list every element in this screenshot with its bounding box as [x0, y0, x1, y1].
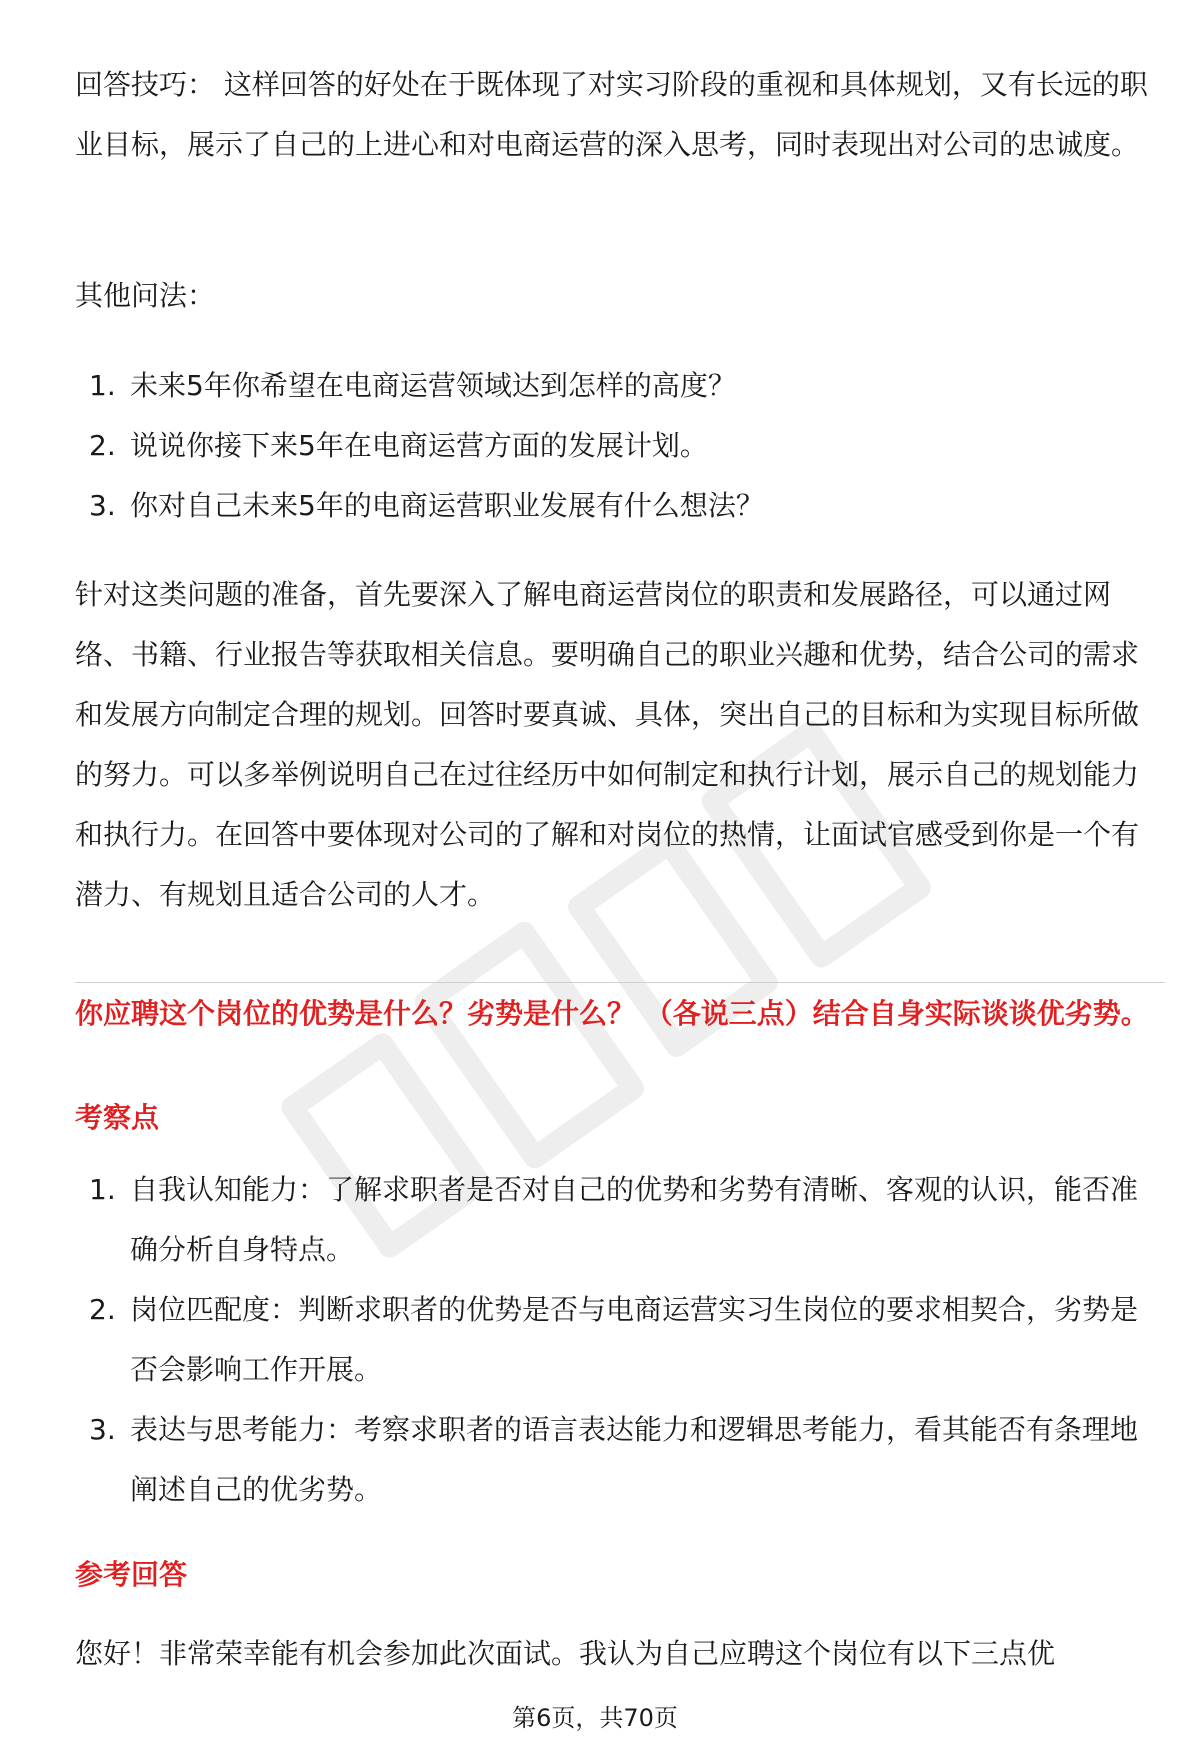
list-number: 2. — [89, 1293, 116, 1326]
assessment-points-list — [75, 1160, 1165, 1520]
list-number: 1. — [89, 369, 116, 402]
list-text: 自我认知能力：了解求职者是否对自己的优势和劣势有清晰、客观的认识，能否准确分析自身特点。 — [130, 1173, 1139, 1266]
list-number: 2. — [89, 429, 116, 462]
list-item — [75, 476, 1165, 536]
list-number: 3. — [89, 1413, 116, 1446]
list-item — [75, 356, 1165, 416]
assessment-points-heading: 考察点 — [75, 1101, 160, 1134]
reference-answer-heading: 参考回答 — [75, 1558, 188, 1591]
list-text: 未来5年你希望在电商运营领域达到怎样的高度？ — [130, 369, 736, 402]
list-item — [75, 416, 1165, 476]
section-divider — [75, 982, 1165, 983]
list-text: 说说你接下来5年在电商运营方面的发展计划。 — [130, 429, 708, 462]
page-number: 第6页，共70页 — [512, 1704, 678, 1732]
list-text: 你对自己未来5年的电商运营职业发展有什么想法？ — [130, 489, 764, 522]
question-title: 你应聘这个岗位的优势是什么？劣势是什么？ （各说三点）结合自身实际谈谈优劣势。 — [75, 997, 1149, 1030]
other-questions-list — [75, 356, 1165, 536]
list-text: 岗位匹配度：判断求职者的优势是否与电商运营实习生岗位的要求相契合，劣势是否会影响工作开展。 — [130, 1293, 1139, 1386]
answer-paragraph: 您好！非常荣幸能有机会参加此次面试。我认为自己应聘这个岗位有以下三点优 — [75, 1637, 1056, 1670]
list-number: 1. — [89, 1173, 116, 1206]
list-item — [75, 1160, 1165, 1280]
tip-paragraph: 回答技巧： 这样回答的好处在于既体现了对实习阶段的重视和具体规划，又有长远的职业目标，展示了自己的上进心和对电商运营的深入思考，同时表现出对公司的忠诚度。 — [75, 68, 1148, 161]
list-item — [75, 1400, 1165, 1520]
preparation-paragraph: 针对这类问题的准备，首先要深入了解电商运营岗位的职责和发展路径，可以通过网络、书籍、行业报告等获取相关信息。要明确自己的职业兴趣和优势，结合公司的需求和发展方向制定合理的规划。回答时要真诚、具体，突出自己的目标和为实现目标所做的努力。可以多举例说明自己在过往经历中如何制定和执行计划，展示自己的规划能力和执行力。在回答中要体现对公司的了解和对岗位的热情，让面试官感受到你是一个有潜力、有规划且适合公司的人才。 — [75, 578, 1140, 911]
other-questions-label: 其他问法： — [75, 279, 216, 312]
list-number: 3. — [89, 489, 116, 522]
list-text: 表达与思考能力：考察求职者的语言表达能力和逻辑思考能力，看其能否有条理地阐述自己的优劣势。 — [130, 1413, 1139, 1506]
list-item — [75, 1280, 1165, 1400]
